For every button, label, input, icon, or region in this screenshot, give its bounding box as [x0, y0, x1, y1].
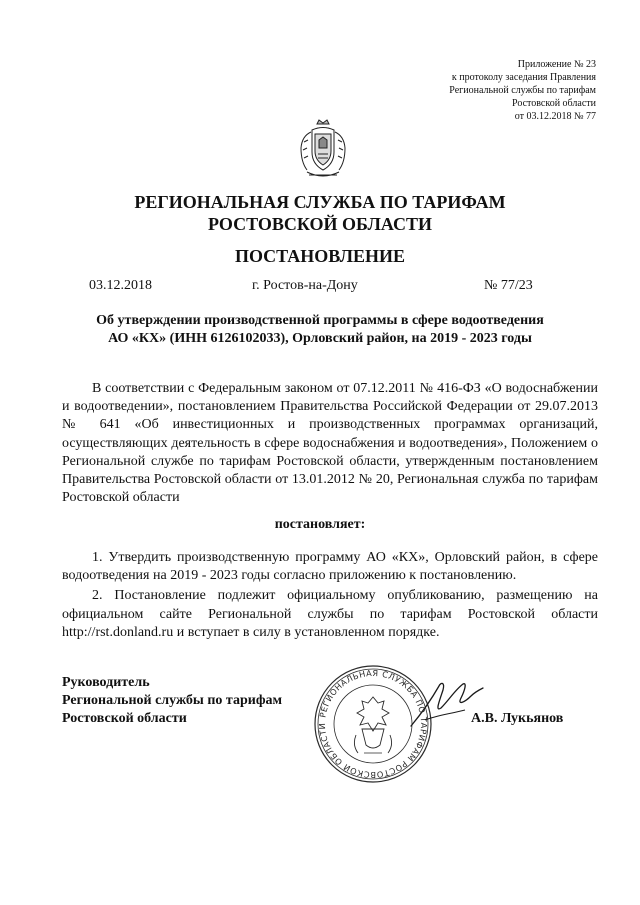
- seal-text: РЕГИОНАЛЬНАЯ СЛУЖБА ПО ТАРИФАМ РОСТОВСКОЙ ОБЛАСТИ: [316, 667, 430, 781]
- signatory-title: [62, 674, 282, 728]
- document-city: г. Ростов-на-Дону: [252, 278, 358, 293]
- resolution-item-2: 2. Постановление подлежит официальному опубликованию, размещению на официальном сайте Региональной службы по тарифам Ростовской области http://rst.donland.ru и вступает в силу в установленном порядке.: [62, 588, 598, 640]
- appendix-line: Приложение № 23: [517, 59, 596, 70]
- organization-title-line: РЕГИОНАЛЬНАЯ СЛУЖБА ПО ТАРИФАМ: [134, 192, 506, 212]
- subject-line: Об утверждении производственной программы в сфере водоотведения: [96, 313, 544, 328]
- subject-line: АО «КХ» (ИНН 6126102033), Орловский район, на 2019 - 2023 годы: [108, 331, 532, 346]
- coat-of-arms-icon: [297, 118, 349, 182]
- signatory-title-line: Региональной службы по тарифам: [62, 693, 283, 708]
- appendix-line: от 03.12.2018 № 77: [514, 111, 596, 122]
- document-date: 03.12.2018: [89, 278, 152, 293]
- document-type: ПОСТАНОВЛЕНИЕ: [234, 246, 406, 266]
- organization-title-line: РОСТОВСКОЙ ОБЛАСТИ: [208, 214, 432, 234]
- appendix-line: Ростовской области: [512, 98, 596, 109]
- signatory-title-line: Руководитель: [62, 675, 150, 690]
- appendix-note: [449, 58, 596, 123]
- resolution-item-1: 1. Утвердить производственную программу АО «КХ», Орловский район, в сфере водоотведения на 2019 - 2023 годы согласно приложению к постановлению.: [62, 550, 598, 584]
- resolution-items: [62, 549, 598, 644]
- appendix-line: к протоколу заседания Правления: [451, 72, 596, 83]
- signatory-title-line: Ростовской области: [62, 711, 187, 726]
- organization-title: [0, 191, 640, 235]
- appendix-line: Региональной службы по тарифам: [449, 85, 596, 96]
- document-subject: [0, 312, 640, 348]
- preamble-paragraph: В соответствии с Федеральным законом от 07.12.2011 № 416-ФЗ «О водоснабжении и водоотведении», постановлением Правительства Российской Федерации от 29.07.2013 № 641 «Об инвестиционных и производственных программах организаций, осуществляющих деятельность в сфере водоснабжения и водоотведения», Положением о Региональной службе по тарифам Ростовской области, утвержденным постановлением Правительства Ростовской области от 13.01.2012 № 20, Региональная служба по тарифам Ростовской области: [62, 381, 598, 506]
- signatory-name: А.В. Лукьянов: [471, 711, 564, 726]
- decides-heading: постановляет:: [274, 517, 366, 532]
- document-number: № 77/23: [484, 278, 533, 293]
